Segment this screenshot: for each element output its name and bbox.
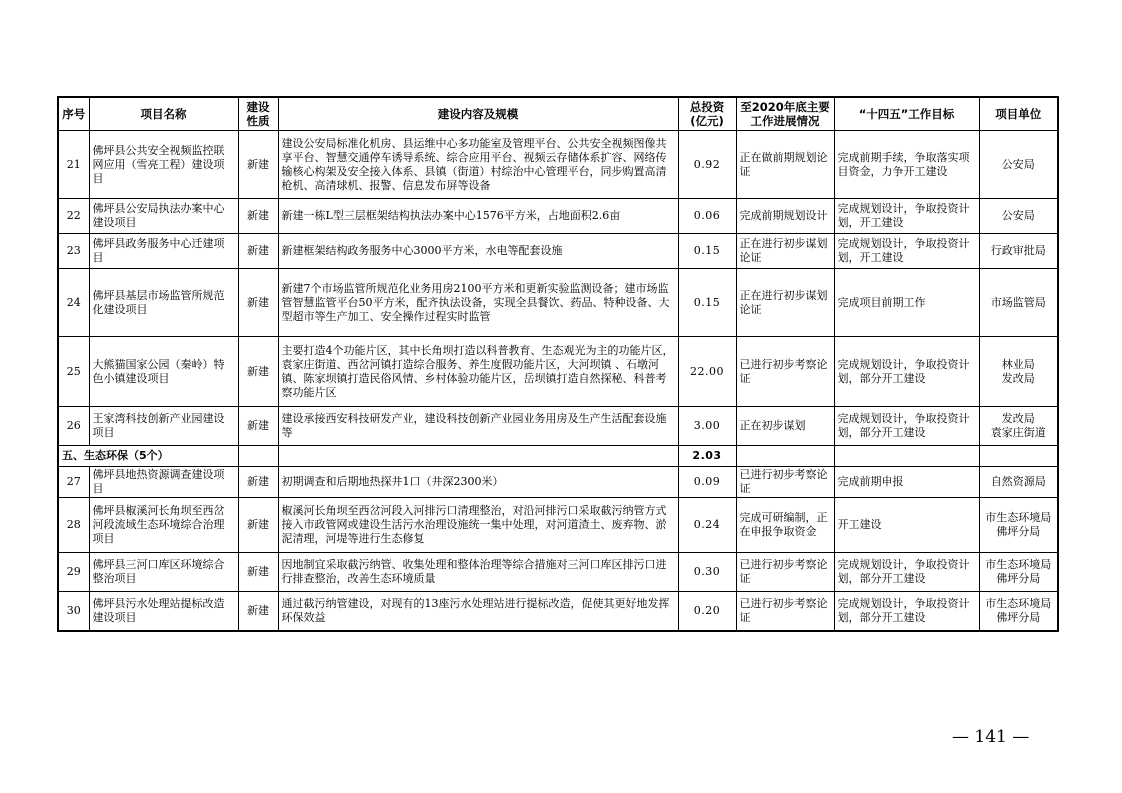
section-empty-progress — [736, 446, 834, 467]
header-row — [58, 97, 1058, 131]
cell-target: 完成规划设计，争取投资计划，部分开工建设 — [834, 407, 979, 446]
section-empty-unit — [979, 446, 1058, 467]
cell-progress: 正在进行初步谋划论证 — [736, 234, 834, 269]
table-row — [58, 407, 1058, 446]
cell-content: 初期调查和后期地热探井1口（井深2300米） — [278, 467, 678, 498]
table-row — [58, 131, 1058, 199]
cell-content: 主要打造4个功能片区，其中长角坝打造以科普教育、生态观光为主的功能片区，袁家庄街道、西岔河镇打造综合服务、养生度假功能片区，大河坝镇 、石墩河镇、陈家坝镇打造民俗风情、乡村体验功能片区，岳坝镇打造自然探秘、科普考察功能片区 — [278, 337, 678, 407]
cell-progress: 已进行初步考察论证 — [736, 553, 834, 592]
cell-seq: 30 — [58, 592, 89, 631]
cell-nature: 新建 — [238, 407, 278, 446]
table-row — [58, 199, 1058, 234]
section-label: 五、生态环保（5个） — [58, 446, 238, 467]
cell-seq: 23 — [58, 234, 89, 269]
cell-content: 新建一栋L型三层框架结构执法办案中心1576平方米，占地面积2.6亩 — [278, 199, 678, 234]
header-content: 建设内容及规模 — [278, 97, 678, 131]
cell-name: 佛坪县污水处理站提标改造建设项目 — [89, 592, 238, 631]
cell-unit: 市场监管局 — [979, 269, 1058, 337]
cell-progress: 完成前期规划设计 — [736, 199, 834, 234]
table-row — [58, 269, 1058, 337]
cell-target: 完成前期手续，争取落实项目资金，力争开工建设 — [834, 131, 979, 199]
cell-progress: 正在做前期规划论证 — [736, 131, 834, 199]
table-row — [58, 467, 1058, 498]
header-name: 项目名称 — [89, 97, 238, 131]
table-row — [58, 234, 1058, 269]
section-empty-content — [278, 446, 678, 467]
cell-nature: 新建 — [238, 234, 278, 269]
cell-target: 完成规划设计，争取投资计划，部分开工建设 — [834, 592, 979, 631]
cell-invest: 0.20 — [678, 592, 736, 631]
cell-progress: 已进行初步考察论证 — [736, 337, 834, 407]
cell-content: 通过截污纳管建设，对现有的13座污水处理站进行提标改造，促使其更好地发挥环保效益 — [278, 592, 678, 631]
cell-name: 佛坪县地热资源调查建设项目 — [89, 467, 238, 498]
header-seq: 序号 — [58, 97, 89, 131]
cell-target: 完成规划设计，争取投资计划，开工建设 — [834, 199, 979, 234]
section-empty-target — [834, 446, 979, 467]
header-unit: 项目单位 — [979, 97, 1058, 131]
cell-nature: 新建 — [238, 592, 278, 631]
cell-unit: 行政审批局 — [979, 234, 1058, 269]
cell-nature: 新建 — [238, 498, 278, 553]
cell-nature: 新建 — [238, 337, 278, 407]
cell-name: 佛坪县基层市场监管所规范化建设项目 — [89, 269, 238, 337]
cell-content: 建设公安局标准化机房、县运维中心多功能室及管理平台、公共安全视频图像共享平台、智慧交通停车诱导系统、综合应用平台、视频云存储体系扩容、网络传输核心构架及安全接入体系、县镇（街道）村综治中心管理平台，同步购置高清枪机、高清球机、报警、信息发布屏等设备 — [278, 131, 678, 199]
cell-content: 新建7个市场监管所规范化业务用房2100平方米和更新实验监测设备；建市场监管智慧监管平台50平方米，配齐执法设备，实现全县餐饮、药品、特种设备、大型超市等生产加工、安全操作过程实时监管 — [278, 269, 678, 337]
header-target: “十四五”工作目标 — [834, 97, 979, 131]
table-body-group1 — [58, 131, 1058, 446]
cell-seq: 28 — [58, 498, 89, 553]
cell-invest: 22.00 — [678, 337, 736, 407]
cell-unit: 市生态环境局 佛坪分局 — [979, 498, 1058, 553]
cell-invest: 0.24 — [678, 498, 736, 553]
cell-invest: 0.06 — [678, 199, 736, 234]
cell-seq: 24 — [58, 269, 89, 337]
cell-seq: 29 — [58, 553, 89, 592]
cell-content: 建设承接西安科技研发产业，建设科技创新产业园业务用房及生产生活配套设施等 — [278, 407, 678, 446]
section-row — [58, 446, 1058, 467]
cell-target: 完成规划设计，争取投资计划，部分开工建设 — [834, 553, 979, 592]
cell-unit: 自然资源局 — [979, 467, 1058, 498]
header-nature: 建设性质 — [238, 97, 278, 131]
cell-target: 完成规划设计，争取投资计划，开工建设 — [834, 234, 979, 269]
cell-nature: 新建 — [238, 269, 278, 337]
section-group — [58, 446, 1058, 467]
page-number: — 141 — — [952, 727, 1030, 747]
cell-content: 椒溪河长角坝至西岔河段入河排污口清理整治，对沿河排污口采取截污纳管方式接入市政管网或建设生活污水治理设施统一集中处理，对河道渣土、废弃物、淤泥清理，河堤等进行生态修复 — [278, 498, 678, 553]
cell-seq: 26 — [58, 407, 89, 446]
cell-name: 佛坪县椒溪河长角坝至西岔河段流域生态环境综合治理项目 — [89, 498, 238, 553]
cell-name: 王家湾科技创新产业园建设项目 — [89, 407, 238, 446]
cell-target: 完成前期申报 — [834, 467, 979, 498]
table-row — [58, 592, 1058, 631]
table-row — [58, 498, 1058, 553]
cell-unit: 林业局 发改局 — [979, 337, 1058, 407]
section-empty-nature — [238, 446, 278, 467]
cell-progress: 完成可研编制，正在申报争取资金 — [736, 498, 834, 553]
cell-unit: 市生态环境局 佛坪分局 — [979, 592, 1058, 631]
cell-content: 因地制宜采取截污纳管、收集处理和整体治理等综合措施对三河口库区排污口进行排查整治，改善生态环境质量 — [278, 553, 678, 592]
cell-unit: 公安局 — [979, 131, 1058, 199]
cell-name: 大熊猫国家公园（秦岭）特色小镇建设项目 — [89, 337, 238, 407]
cell-seq: 22 — [58, 199, 89, 234]
cell-nature: 新建 — [238, 131, 278, 199]
header-invest: 总投资(亿元) — [678, 97, 736, 131]
cell-unit: 公安局 — [979, 199, 1058, 234]
cell-name: 佛坪县公共安全视频监控联网应用（雪亮工程）建设项目 — [89, 131, 238, 199]
cell-name: 佛坪县公安局执法办案中心建设项目 — [89, 199, 238, 234]
table-row — [58, 337, 1058, 407]
cell-target: 开工建设 — [834, 498, 979, 553]
cell-progress: 已进行初步考察论证 — [736, 592, 834, 631]
cell-invest: 0.09 — [678, 467, 736, 498]
cell-invest: 0.92 — [678, 131, 736, 199]
cell-name: 佛坪县三河口库区环境综合整治项目 — [89, 553, 238, 592]
cell-seq: 21 — [58, 131, 89, 199]
cell-content: 新建框架结构政务服务中心3000平方米，水电等配套设施 — [278, 234, 678, 269]
cell-target: 完成项目前期工作 — [834, 269, 979, 337]
cell-progress: 正在初步谋划 — [736, 407, 834, 446]
cell-invest: 0.15 — [678, 269, 736, 337]
header-progress: 至2020年底主要工作进展情况 — [736, 97, 834, 131]
cell-progress: 已进行初步考察论证 — [736, 467, 834, 498]
cell-nature: 新建 — [238, 199, 278, 234]
cell-target: 完成规划设计，争取投资计划，部分开工建设 — [834, 337, 979, 407]
table-body-group2 — [58, 467, 1058, 631]
cell-seq: 25 — [58, 337, 89, 407]
cell-nature: 新建 — [238, 553, 278, 592]
cell-name: 佛坪县政务服务中心迁建项目 — [89, 234, 238, 269]
cell-invest: 0.15 — [678, 234, 736, 269]
cell-progress: 正在进行初步谋划论证 — [736, 269, 834, 337]
cell-seq: 27 — [58, 467, 89, 498]
cell-invest: 3.00 — [678, 407, 736, 446]
project-table — [57, 96, 1059, 632]
section-invest: 2.03 — [678, 446, 736, 467]
cell-unit: 发改局 袁家庄街道 — [979, 407, 1058, 446]
cell-invest: 0.30 — [678, 553, 736, 592]
cell-nature: 新建 — [238, 467, 278, 498]
cell-unit: 市生态环境局 佛坪分局 — [979, 553, 1058, 592]
table-row — [58, 553, 1058, 592]
